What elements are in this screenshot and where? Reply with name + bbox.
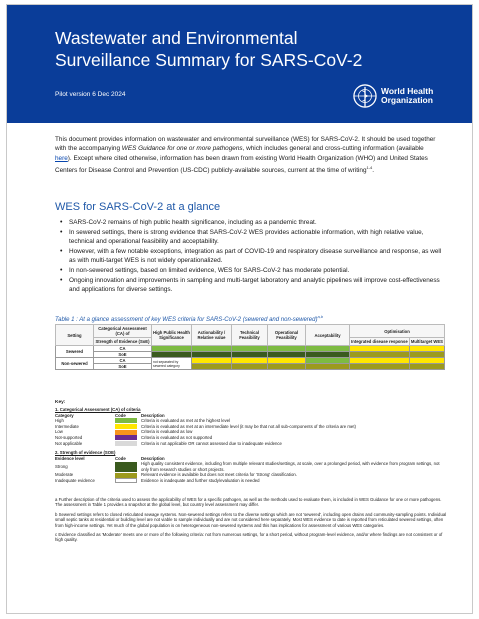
key-swatch [115,478,137,483]
cell-moderate [350,364,410,370]
footnote: b Sewered settings refers to closed reticulated sewage systems. Non-sewered settings refers to the diverse settings which are not 'sewered', including open drains and community-sampling points. Individual small septic tanks at residential or building level are not viable to sample individually and are not considered here separately. Most WES evidence to date is reported from reticulated sewered settings, often from high-income settings. Yet much of the global population is on heterogeneous non-sewered systems and this has implications for assessment of various WES categories. [55,511,447,528]
footnote: c Evidence classified as 'Moderate' meets one or more of the following criteria: not from numerous settings, for a short period, without program-level evidence, and/or where findings are not consistent or of high quality. [55,532,443,543]
intro-paragraph [55,135,439,175]
soe-key [55,450,445,484]
intro-text: . [372,167,375,175]
cell-ca: CA [94,346,152,352]
footnote: a Further description of the criteria used to assess the applicability of WES for a specific pathogen, as well as the methods used to evaluate them, is included in WES Guidance for one or more pathogens. The assessment in Table 1 provides a snapshot at the global level, but country level assessment may differ. [55,497,442,508]
key-col-code: Code [115,412,126,418]
th-operational: Operational Feasibility [268,325,306,346]
soe-key-heading: 2. Strength of evidence (SOE) [55,450,116,455]
key-title: Key: [55,400,66,405]
org-name-line1: World Health [381,86,434,96]
key-col-level: Evidence level [55,455,85,461]
row-nonsewered: Non-sewered [56,358,94,370]
key-desc: Criteria is evaluated as not supported [141,434,213,440]
key-col-code: Code [115,455,126,461]
bullet-item: • In sewered settings, there is strong evidence that SARS-CoV-2 WES provides actionable information, with high relative value, technical and operational feasibility and acceptability. [69,228,444,246]
who-emblem-icon [352,83,378,109]
cell-moderate [268,364,306,370]
guidance-title: WES Guidance for one or more pathogens [121,145,243,153]
key-desc: Criteria is evaluated as met at the highest level [141,418,231,424]
ca-key-heading: 1. Categorical Assessment (CA) of criteria [55,407,141,412]
document-page [6,4,473,614]
th-actionability: Actionability / Relative value [192,325,232,346]
cell-soe: SoE [94,352,152,358]
header-banner [7,5,472,123]
key-desc: Criteria is not applicable OR cannot assessed due to inadequate evidence [141,440,282,446]
cell-ca: CA [94,358,152,364]
intro-text: ). Except where cited otherwise, information has been drawn from existing World Health Organization (WHO) and United States Centers for Disease Control and Prevention (US-CDC) publicly-available sources, current at the time of writing [55,154,428,175]
th-acceptability: Acceptability [306,325,350,346]
cell-moderate [232,364,268,370]
key-desc: Criteria is evaluated as met at an intermediate level (it may be that not all sub-components of the criteria are met) [141,423,356,429]
th-strength: Strength of Evidence (SoE) [94,338,152,346]
key-col-category: Category [55,412,74,418]
cell-moderate [306,364,350,370]
key-label: Not-supported [55,434,83,440]
th-categorical: Categorical Assessment (CA) of [94,325,152,338]
cell-soe: SoE [94,364,152,370]
bullet-item: • However, with a few notable exceptions, integration as part of COVID-19 and respiratory disease surveillance and response, as well as with multi-target WES is not widely operationalized. [69,247,444,265]
cell-not-separated: not separated by sewered category [152,358,192,370]
key-label: High [55,418,64,424]
who-logo [352,83,433,109]
key-swatch [115,430,137,435]
th-phs: High Public Health Significance [152,325,192,346]
caption-sup: a,b [317,314,324,319]
bullet-item: • In non-sewered settings, based on limited evidence, WES for SARS-CoV-2 has moderate potential. [69,266,444,275]
th-setting: Setting [56,325,94,346]
document-title: Wastewater and Environmental Surveillance Summary for SARS-CoV-2 [55,28,363,70]
key-desc: Relevant evidence is available but does not meet criteria for 'Strong' classification. [141,472,297,478]
key-label: Intermediate [55,423,79,429]
key-swatch [115,424,137,429]
key-label: Inadequate evidence [55,477,95,483]
row-sewered: Sewered [56,346,94,358]
key-swatch [115,418,137,423]
cell-moderate [409,364,444,370]
th-multitarget: Multitarget WES [410,339,443,344]
key-swatch [115,435,137,440]
here-link[interactable]: here [55,154,68,162]
key-swatch [115,441,137,446]
intro-text: This document provides information on wastewater and environmental surveillance (WES) for SARS-CoV-2. It should be used together with the accompanying [55,136,436,153]
footnotes [55,497,447,547]
bullet-item: • Ongoing innovation and improvements in sampling and multi-target laboratory and analytic pipelines will improve cost-effectiveness and applications for diverse settings. [69,276,444,294]
key-desc: High quality consistent evidence, including from multiple relevant studies/settings, at scale, over a prolonged period, with evidence from program settings, not only from research studies or short projects. [141,461,440,472]
section-heading: WES for SARS-CoV-2 at a glance [55,201,221,213]
key-desc: Evidence is inadequate and further study/evaluation is needed [141,477,260,483]
th-technical: Technical Feasibility [232,325,268,346]
key-label: Not applicable [55,440,83,446]
th-optimisation: Optimisation [350,325,445,338]
caption-text: Table 1 : At a glance assessment of key WES criteria for SARS-CoV-2 (sewered and non-sewered) [55,317,318,323]
bullet-item: • SARS-CoV-2 remains of high public health significance, including as a pandemic threat. [69,218,444,227]
cell-moderate [192,364,232,370]
org-name-line2: Organization [381,95,433,105]
version-label: Pilot version 6 Dec 2024 [55,91,126,98]
key-label: Low [55,429,63,435]
table-caption [55,314,323,323]
key-col-description: Description [141,455,165,461]
key-label: Moderate [55,472,74,478]
glance-bullet-list [69,218,444,295]
ca-key [55,407,445,446]
key-label: Strong [55,463,68,469]
key-swatch [115,473,137,478]
intro-text: , which includes general and cross-cutting information (available [242,145,424,153]
key-col-description: Description [141,412,165,418]
key-desc: Criteria is evaluated as low [141,429,193,435]
reference-marker: 1-4 [366,164,373,170]
key-swatch [115,462,137,472]
wes-criteria-table [55,324,445,370]
th-integrated: Integrated disease response [351,339,408,344]
